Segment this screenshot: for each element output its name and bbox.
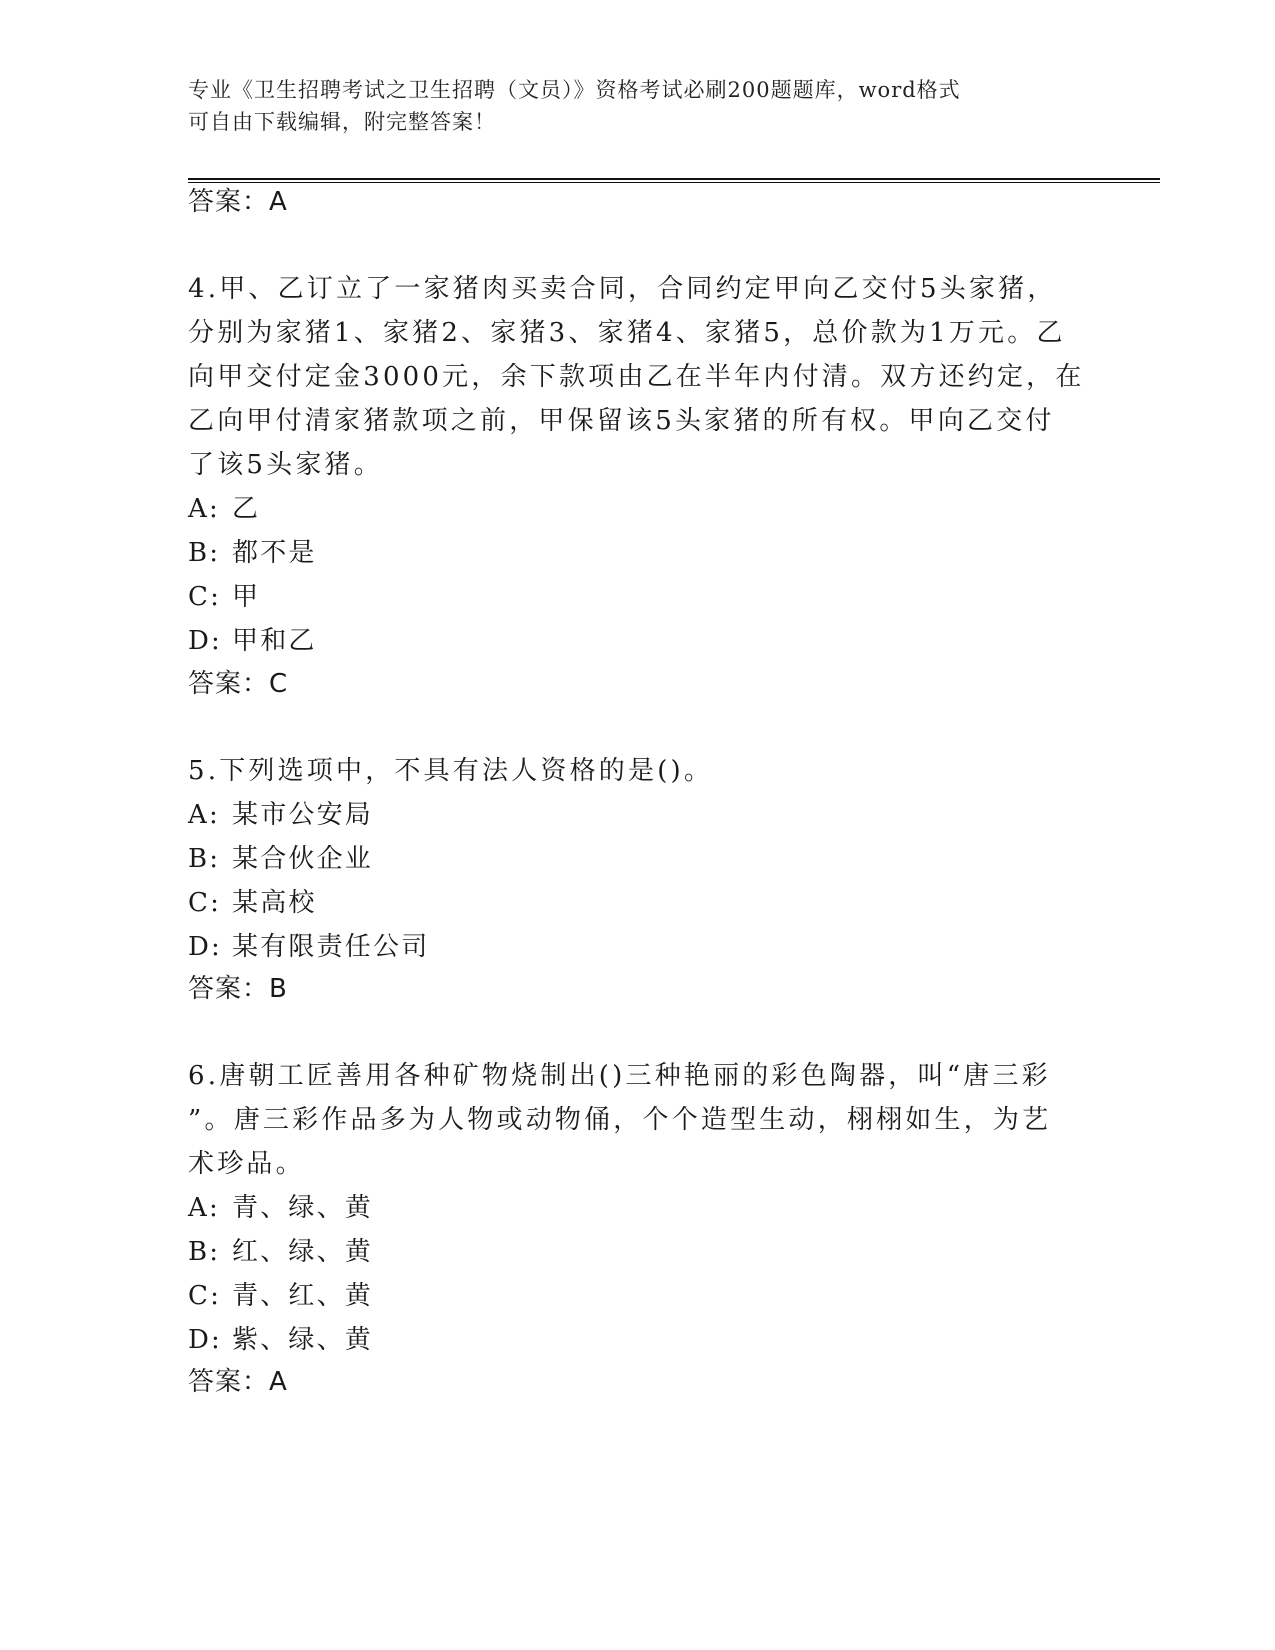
option-letter: A:: [188, 1193, 220, 1223]
option-letter: B:: [188, 538, 221, 568]
option-letter: D:: [188, 626, 223, 656]
q4-text-line-4: 乙向甲付清家猪款项之前，甲保留该5头家猪的所有权。甲向乙交付: [188, 406, 1055, 436]
option-text: 红、绿、黄: [232, 1237, 374, 1267]
q5-option-c: [188, 886, 317, 920]
option-text: 某市公安局: [232, 800, 374, 830]
q4-option-b: [188, 536, 317, 570]
option-text: 青、红、黄: [232, 1281, 374, 1311]
q4-text-line-1: 4.甲、乙订立了一家猪肉买卖合同，合同约定甲向乙交付5头家猪，: [188, 274, 1057, 304]
q5-option-d: [188, 930, 429, 964]
page-header: [188, 74, 1078, 138]
option-letter: C:: [188, 1281, 222, 1311]
q6-option-b: [188, 1235, 373, 1269]
header-line-1: 专业《卫生招聘考试之卫生招聘（文员）》资格考试必刷200题题库，word格式: [188, 78, 961, 102]
option-letter: D:: [188, 932, 223, 962]
q6-text-line-1: 6.唐朝工匠善用各种矿物烧制出()三种艳丽的彩色陶器，叫“唐三彩: [188, 1061, 1051, 1091]
option-letter: B:: [188, 1237, 221, 1267]
q4-text-line-3: 向甲交付定金3000元，余下款项由乙在半年内付清。双方还约定，在: [188, 362, 1085, 392]
option-text: 乙: [232, 494, 261, 524]
option-text: 青、绿、黄: [232, 1193, 374, 1223]
option-text: 甲: [232, 582, 261, 612]
q5-answer: 答案：B: [188, 974, 288, 1004]
q5-option-a: [188, 798, 373, 832]
q4-text-line-5: 了该5头家猪。: [188, 450, 383, 480]
q4-option-d: [188, 624, 317, 658]
q6-option-c: [188, 1279, 373, 1313]
option-text: 某合伙企业: [232, 844, 374, 874]
option-text: 某有限责任公司: [232, 932, 430, 962]
header-line-2: 可自由下载编辑，附完整答案！: [188, 110, 496, 134]
option-letter: C:: [188, 888, 222, 918]
option-text: 紫、绿、黄: [232, 1325, 374, 1355]
option-letter: D:: [188, 1325, 223, 1355]
q5-option-b: [188, 842, 373, 876]
answer-previous: 答案：A: [188, 187, 288, 217]
option-text: 甲和乙: [232, 626, 317, 656]
q4-option-c: [188, 580, 260, 614]
q6-text-line-2: ”。唐三彩作品多为人物或动物俑，个个造型生动，栩栩如生，为艺: [188, 1105, 1052, 1135]
option-letter: B:: [188, 844, 221, 874]
header-rule: [188, 178, 1160, 183]
option-text: 都不是: [232, 538, 317, 568]
q6-option-a: [188, 1191, 373, 1225]
option-letter: A:: [188, 800, 220, 830]
q6-text-line-3: 术珍品。: [188, 1149, 305, 1179]
option-text: 某高校: [232, 888, 317, 918]
q4-text-line-2: 分别为家猪1、家猪2、家猪3、家猪4、家猪5，总价款为1万元。乙: [188, 318, 1066, 348]
option-letter: A:: [188, 494, 220, 524]
q4-answer: 答案：C: [188, 669, 289, 699]
q4-option-a: [188, 492, 260, 526]
option-letter: C:: [188, 582, 222, 612]
q6-option-d: [188, 1323, 373, 1357]
q6-answer: 答案：A: [188, 1367, 288, 1397]
q5-text-line-1: 5.下列选项中，不具有法人资格的是()。: [188, 756, 714, 786]
